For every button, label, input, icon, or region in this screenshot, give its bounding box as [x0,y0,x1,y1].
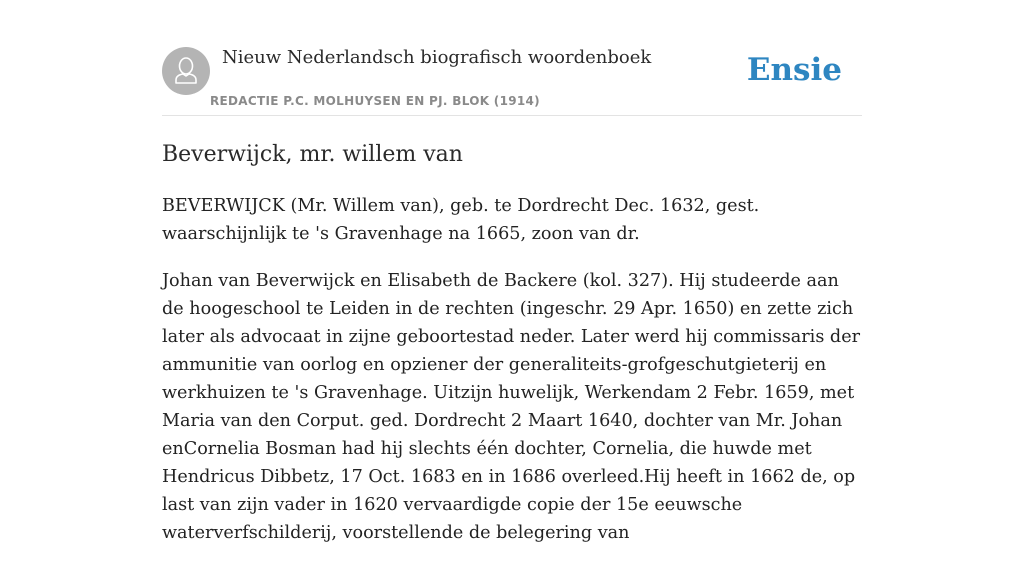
article-paragraph: Johan van Beverwijck en Elisabeth de Backere (kol. 327). Hij studeerde aan de hoogeschool te Leiden in de rechten (ingeschr. 29 Apr. 1650) en zette zich later als advocaat in zijne geboortestad neder. Later werd hij commissaris der ammunitie van oorlog en opziener der generaliteits-grofgeschutgieterij en werkhuizen te 's Gravenhage. Uitzijn huwelijk, Werkendam 2 Febr. 1659, met Maria van den Corput. ged. Dordrecht 2 Maart 1640, dochter van Mr. Johan enCornelia Bosman had hij slechts één dochter, Cornelia, die huwde met Hendricus Dibbetz, 17 Oct. 1683 en in 1686 overleed.Hij heeft in 1662 de, op last van zijn vader in 1620 vervaardigde copie der 15e eeuwsche waterverfschilderij, voorstellende de belegering van [162,271,861,543]
ensie-logo[interactable]: Ensie [746,52,842,88]
source-title[interactable]: Nieuw Nederlandsch biografisch woordenboek [222,47,652,68]
article-body [162,192,862,566]
article-title: Beverwijck, mr. willem van [162,142,463,167]
source-editors: REDACTIE P.C. MOLHUYSEN EN PJ. BLOK (1914) [210,94,540,108]
source-header [162,0,862,116]
user-silhouette-icon[interactable] [162,47,210,95]
article-paragraph: BEVERWIJCK (Mr. Willem van), geb. te Dordrecht Dec. 1632, gest. waarschijnlijk te 's Gravenhage na 1665, zoon van dr. [162,196,760,244]
